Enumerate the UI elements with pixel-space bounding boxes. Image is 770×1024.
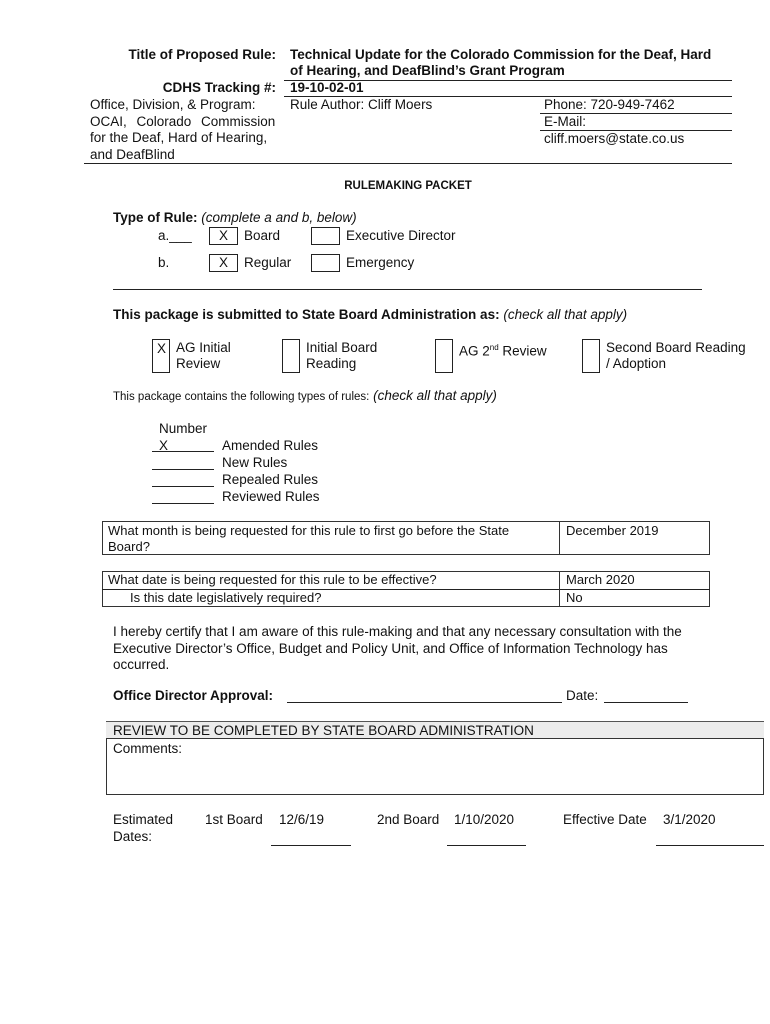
estimated-label-line1: Estimated <box>113 812 174 827</box>
contains <box>113 388 497 403</box>
type-a-label: a.___ <box>158 228 192 243</box>
contains-label: This package contains the following types of rules: <box>113 391 370 403</box>
type-of-rule <box>113 210 357 225</box>
title-value-line1: Technical Update for the Colorado Commission for the Deaf, Hard <box>290 47 712 62</box>
effective-date-line <box>656 845 764 846</box>
ag-initial-review-line2: Review <box>176 356 221 371</box>
type-of-rule-hint: (complete a and b, below) <box>201 210 357 225</box>
effective-date-value[interactable]: 3/1/2020 <box>663 812 716 827</box>
approval-date-line[interactable] <box>604 702 688 703</box>
executive-director-option-label: Executive Director <box>346 228 456 243</box>
type-b-label: b. <box>158 255 170 270</box>
comments-box[interactable] <box>106 738 764 795</box>
amended-rules-label: Amended Rules <box>222 438 319 453</box>
regular-option-label: Regular <box>244 255 292 270</box>
second-board-label: 2nd Board <box>377 812 440 827</box>
review-header <box>106 721 764 739</box>
estimated-dates-label <box>113 812 173 845</box>
legislative-answer[interactable]: No <box>566 590 583 605</box>
email-value: cliff.moers@state.co.us <box>544 131 685 146</box>
emergency-option-label: Emergency <box>346 255 415 270</box>
tracking-label: CDHS Tracking #: <box>162 80 276 95</box>
effective-date-answer[interactable]: March 2020 <box>566 572 635 587</box>
month-question <box>102 521 559 557</box>
certify-line1: I hereby certify that I am aware of this rule-making and that any necessary consultation with the <box>113 624 682 639</box>
tracking-value: 19-10-02-01 <box>290 80 364 95</box>
submitted-hint: (check all that apply) <box>503 307 628 322</box>
initial-board-reading-line1: Initial Board <box>306 340 378 355</box>
reviewed-rules-label: Reviewed Rules <box>222 489 320 504</box>
initial-board-reading-line2: Reading <box>306 356 357 371</box>
review-header-text: REVIEW TO BE COMPLETED BY STATE BOARD ADMINISTRATION <box>113 723 534 738</box>
regular-checkbox[interactable]: X <box>209 254 238 272</box>
new-rules-label: New Rules <box>222 455 288 470</box>
amended-rules-number[interactable]: X <box>152 437 214 452</box>
ag-initial-review-checkbox[interactable]: X <box>152 339 170 373</box>
header-bottom-rule <box>84 163 732 164</box>
ag-2nd-review-label <box>459 340 547 360</box>
legislative-question: Is this date legislatively required? <box>130 590 322 605</box>
title-value <box>290 47 740 79</box>
board-checkbox[interactable]: X <box>209 227 238 245</box>
first-board-value[interactable]: 12/6/19 <box>279 812 325 827</box>
office-label-line1: Office, Division, & Program: <box>90 97 256 112</box>
first-board-line <box>271 845 351 846</box>
submitted-as <box>113 307 627 322</box>
ag-initial-review-label <box>176 340 231 372</box>
executive-director-checkbox[interactable] <box>311 227 340 245</box>
repealed-rules-label: Repealed Rules <box>222 472 319 487</box>
contains-hint: (check all that apply) <box>373 388 497 403</box>
initial-board-reading-checkbox[interactable] <box>282 339 300 373</box>
office-label-line3: for the Deaf, Hard of Hearing, <box>90 130 268 145</box>
certify-statement <box>113 624 733 674</box>
new-rules-number[interactable] <box>152 454 214 470</box>
ag-2nd-review-post: Review <box>498 343 547 359</box>
board-option-label: Board <box>244 228 281 243</box>
phone: Phone: 720-949-7462 <box>544 97 675 112</box>
ag-2nd-review-checkbox[interactable] <box>435 339 453 373</box>
email-label: E-Mail: <box>544 114 587 129</box>
office-label-line2 <box>90 114 280 131</box>
title-value-line2: of Hearing, and DeafBlind’s Grant Program <box>290 63 565 78</box>
effective-date-label: Effective Date <box>563 812 647 827</box>
second-board-value[interactable]: 1/10/2020 <box>454 812 515 827</box>
month-answer[interactable]: December 2019 <box>566 523 659 538</box>
rule-author: Rule Author: Cliff Moers <box>290 97 433 112</box>
first-board-label: 1st Board <box>205 812 263 827</box>
number-header: Number <box>159 421 208 436</box>
packet-title: RULEMAKING PACKET <box>344 180 472 192</box>
title-label: Title of Proposed Rule: <box>128 47 276 62</box>
second-board-line <box>447 845 526 846</box>
second-board-reading-checkbox[interactable] <box>582 339 600 373</box>
office-label <box>90 97 280 163</box>
office-label-line2-text: OCAI, Colorado Commission <box>90 113 276 129</box>
second-board-reading-label <box>606 340 746 372</box>
ag-initial-review-line1: AG Initial <box>176 340 231 355</box>
approval-date-label: Date: <box>566 688 599 703</box>
submitted-label: This package is submitted to State Board Administration as: <box>113 307 500 322</box>
emergency-checkbox[interactable] <box>311 254 340 272</box>
reviewed-rules-number[interactable] <box>152 488 214 504</box>
estimated-label-line2: Dates: <box>113 828 153 844</box>
ag-2nd-review-sup: nd <box>489 343 499 352</box>
approval-label: Office Director Approval: <box>113 688 274 703</box>
month-question-line2: Board? <box>108 539 150 554</box>
type-of-rule-label: Type of Rule: <box>113 210 198 225</box>
approval-signature-line[interactable] <box>287 702 562 703</box>
type-section-rule <box>113 289 702 290</box>
second-board-reading-line1: Second Board Reading <box>606 340 746 355</box>
comments-label: Comments: <box>113 741 183 756</box>
month-question-line1: What month is being requested for this rule to first go before the State <box>108 523 510 538</box>
repealed-rules-number[interactable] <box>152 471 214 487</box>
certify-line3: occurred. <box>113 657 170 672</box>
ag-2nd-review-pre: AG 2 <box>459 343 490 359</box>
certify-line2: Executive Director’s Office, Budget and Policy Unit, and Office of Information Technology has <box>113 640 668 656</box>
effective-date-question: What date is being requested for this rule to be effective? <box>108 572 437 587</box>
second-board-reading-line2: / Adoption <box>606 356 667 371</box>
office-label-line4: and DeafBlind <box>90 146 175 162</box>
initial-board-reading-label <box>306 340 377 372</box>
